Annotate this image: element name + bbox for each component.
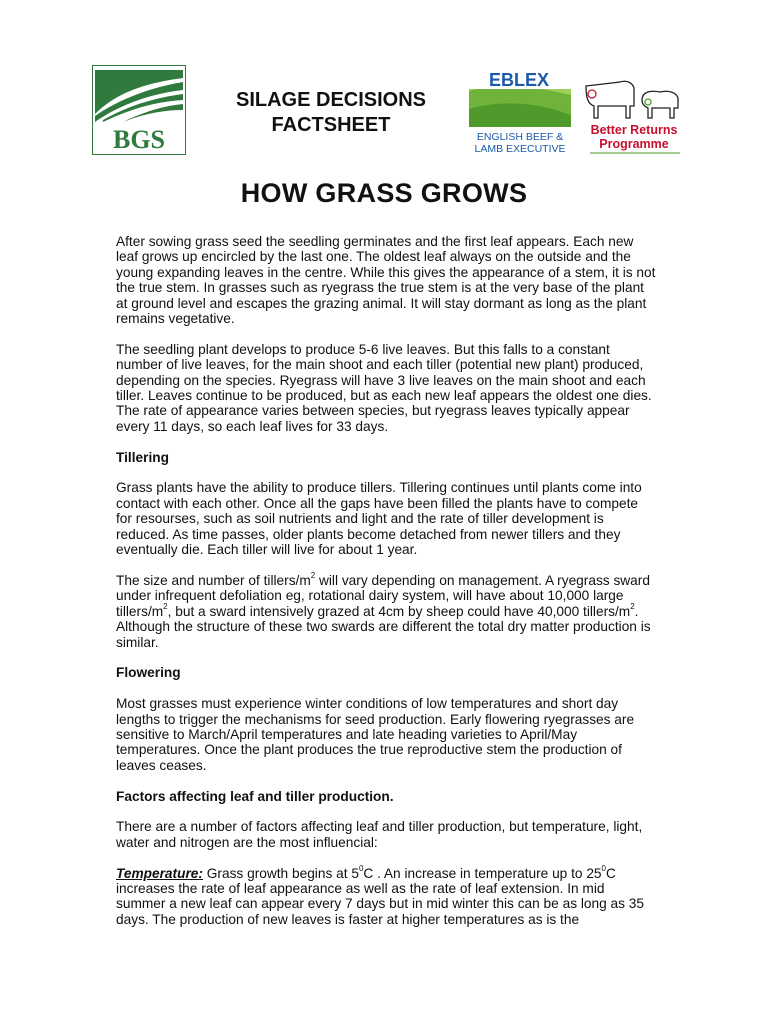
better-returns-logo — [580, 72, 692, 156]
superscript-0: 0 — [601, 863, 606, 873]
temperature-text-a: Grass growth begins at 5 — [202, 865, 359, 881]
article-body — [116, 234, 656, 943]
paragraph-factors: There are a number of factors affecting leaf and tiller production, but temperature, light, water and nitrogen are the most influencial: — [116, 819, 643, 850]
superscript-0: 0 — [358, 863, 364, 873]
factsheet-title-line2: FACTSHEET — [271, 114, 391, 136]
paragraph-tiller-density — [116, 573, 656, 650]
heading-flowering: Flowering — [116, 665, 181, 681]
superscript-2: 2 — [630, 602, 635, 612]
tiller-text-d: . Although the structure of these two swards are different the total dry matter production is similar. — [116, 603, 651, 650]
page-title: HOW GRASS GROWS — [240, 178, 528, 208]
paragraph-seedling: The seedling plant develops to produce 5-6 live leaves. But this falls to a constant number of live leaves, for the main shoot and each tiller (potential new plant) produced, depending on the species. Ryegrass will have 3 live leaves on the main shoot and each tiller. Leaves continue to be produced, but as each new leaf appears the oldest one dies. The rate of appearance varies between species, but ryegrass leaves typically appear every 11 days, so each leaf lives for 33 days. — [116, 341, 652, 434]
temperature-text-b: C . An increase in temperature up to 25 — [363, 865, 602, 881]
tiller-text-a: The size and number of tillers/m — [116, 572, 311, 588]
superscript-2: 2 — [310, 571, 316, 581]
eblex-line1: ENGLISH BEEF & — [476, 131, 564, 143]
temperature-text-c: C increases the rate of leaf appearance as well as the rate of leaf extension. In mid summer a new leaf can appear every 7 days but in mid winter this can be as long as 35 days. The production of new leaves is faster at higher temperatures as is the — [116, 865, 645, 927]
brp-line2: Programme — [599, 137, 669, 151]
paragraph-flowering: Most grasses must experience winter conditions of low temperatures and short day lengths to trigger the mechanisms for seed production. Early flowering ryegrasses are sensitive to March/April temperatures and late heading varieties to April/May temperatures. Once the plant produces the true reproductive stem the production of leaves ceases. — [116, 696, 635, 773]
paragraph-intro: After sowing grass seed the seedling germinates and the first leaf appears. Each new leaf grows up encircled by the last one. The oldest leaf always on the outside and the young expanding leaves in the centre. While this gives the appearance of a stem, it is not the true stem. In grasses such as ryegrass the true stem is at the very base of the plant at ground level and escapes the grazing animal. It will stay dormant as long as the plant remains vegetative. — [116, 234, 656, 327]
eblex-logo-graphic — [469, 69, 571, 155]
eblex-name: EBLEX — [488, 70, 550, 90]
eblex-logo — [469, 69, 571, 155]
factsheet-title-line1: SILAGE DECISIONS — [235, 89, 427, 111]
heading-tillering: Tillering — [116, 449, 169, 465]
factsheet-title — [196, 88, 466, 138]
tiller-text-c: , but a sward intensively grazed at 4cm by sheep could have 40,000 tillers/m — [167, 603, 631, 619]
temperature-label: Temperature — [116, 865, 199, 881]
temperature-colon: : — [198, 865, 203, 881]
eblex-line2: LAMB EXECUTIVE — [474, 143, 566, 155]
tiller-text-b: will vary depending on management. A ryegrass sward under infrequent defoliation eg, rotational dairy system, will have about 10,000 large tillers/m — [116, 572, 650, 619]
bgs-logo-graphic — [93, 66, 185, 154]
superscript-2: 2 — [163, 602, 168, 612]
bgs-logo-text: BGS — [112, 125, 166, 154]
paragraph-temperature — [116, 863, 656, 928]
brp-line1: Better Returns — [590, 123, 678, 137]
heading-factors: Factors affecting leaf and tiller production. — [116, 788, 394, 804]
paragraph-tillering: Grass plants have the ability to produce tillers. Tillering continues until plants come into contact with each other. Once all the gaps have been filled the plants have to compete for resourses, such as soil nutrients and light and the rate of tiller development is reduced. As time passes, older plants become detached from newer tillers and they eventually die. Each tiller will live for about 1 year. — [116, 480, 642, 558]
cow-sheep-icon — [580, 72, 692, 156]
bgs-logo — [92, 65, 186, 155]
